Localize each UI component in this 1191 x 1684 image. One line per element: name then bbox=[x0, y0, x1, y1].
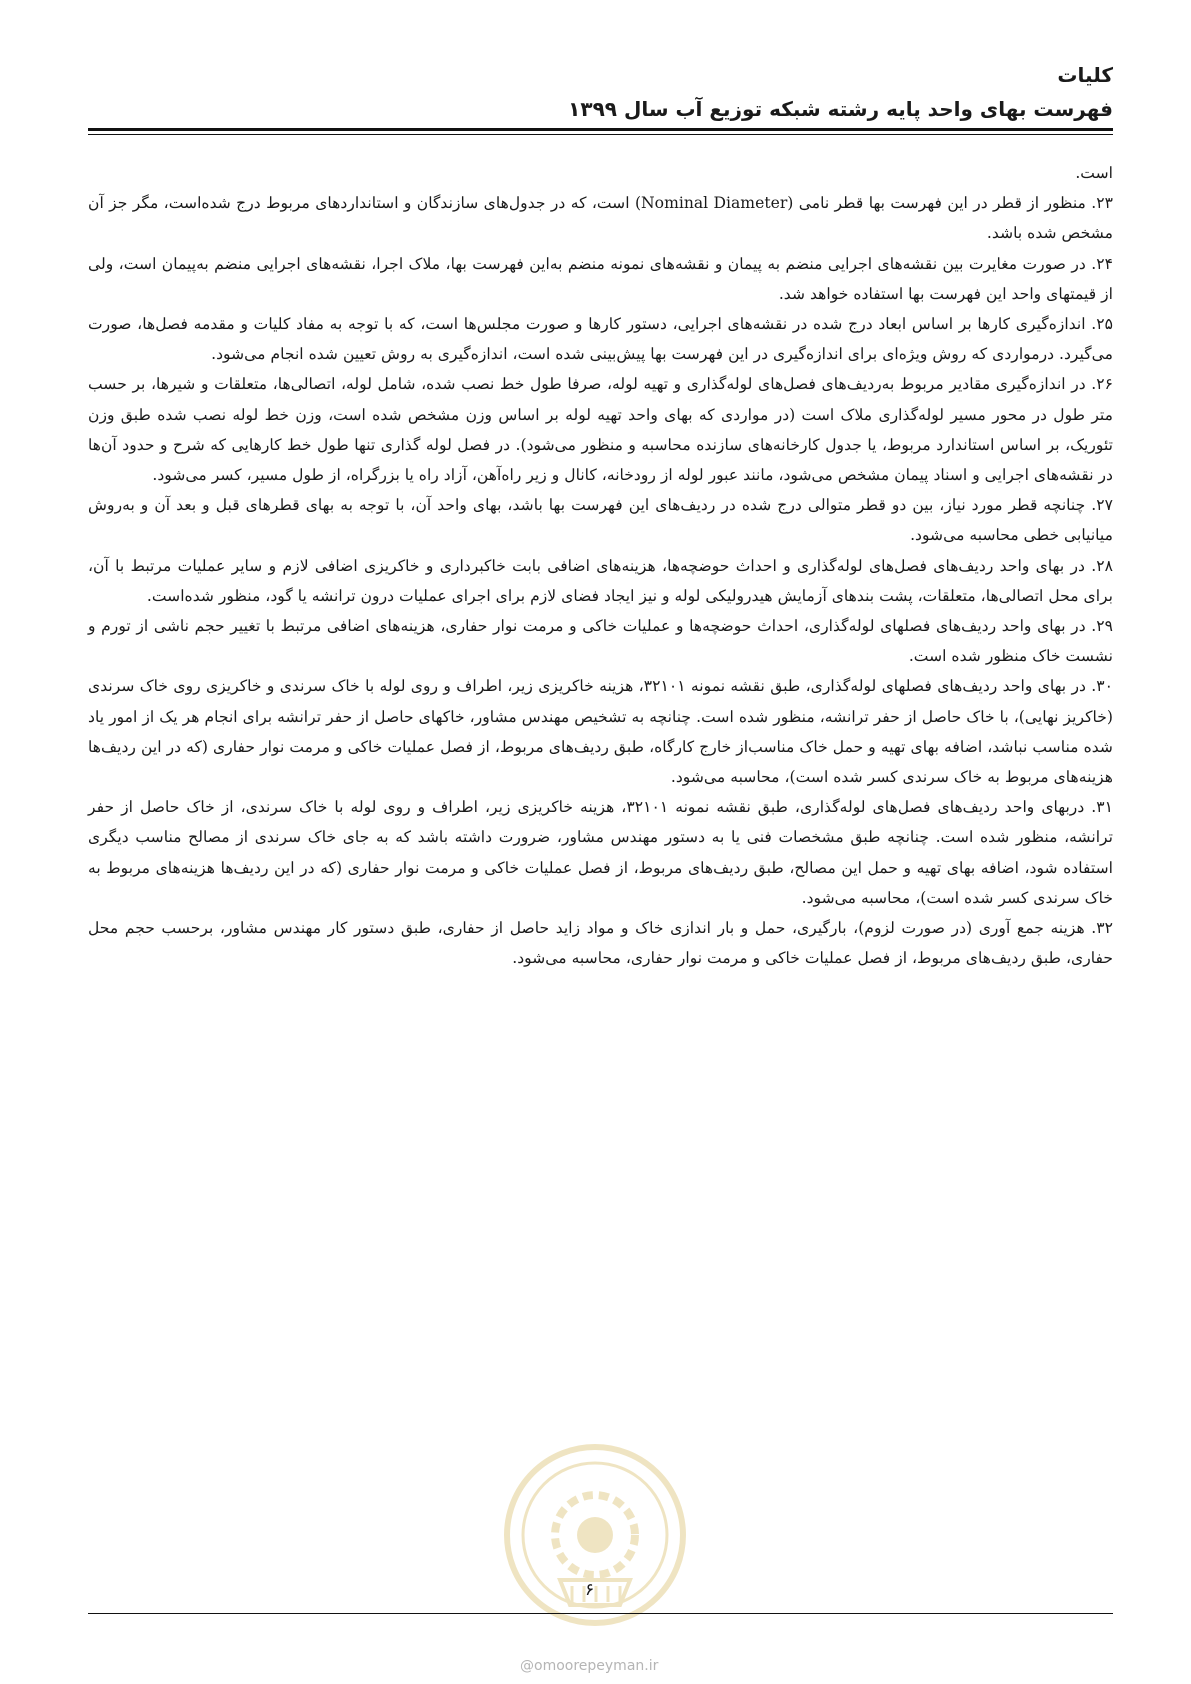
body-text bbox=[88, 158, 1113, 973]
paragraph: ۳۲. هزینه جمع آوری (در صورت لزوم)، بارگیری، حمل و بار اندازی خاک و مواد زاید حاصل از حفاری، طبق دستور کار مهندس مشاور، برحسب حجم محل حفاری، طبق ردیف‌های مربوط، از فصل عملیات خاکی و مرمت نوار حفاری، محاسبه می‌شود. bbox=[88, 919, 1113, 968]
paragraph: ۳۰. در بهای واحد ردیف‌های فصلهای لوله‌گذاری، طبق نقشه نمونه ۳۲۱۰۱، هزینه خاکریزی زیر، اطراف و روی لوله با خاک سرندی و خاکریزی روی خاک سرندی (خاکریز نهایی)، با خاک حاصل از حفر ترانشه، منظور شده است. چنانچه به تشخیص مهندس مشاور، خاکهای حاصل از حفر ترانشه برای انجام هر یک از امور یاد شده مناسب نباشد، اضافه بهای تهیه و حمل خاک مناسب‌از خارج کارگاه، طبق ردیف‌های مربوط، از فصل عملیات خاکی و مرمت نوار حفاری (که در این ردیف‌ها هزینه‌های مربوط به خاک سرندی کسر شده است)، محاسبه می‌شود. bbox=[88, 677, 1113, 787]
document-title: فهرست بهای واحد پایه رشته شبکه توزیع آب سال ۱۳۹۹ bbox=[568, 97, 1113, 121]
paragraph: ۲۶. در اندازه‌گیری مقادیر مربوط به‌ردیف‌های فصل‌های لوله‌گذاری و تهیه لوله، صرفا طول خط نصب شده، شامل لوله، اتصالی‌ها، متعلقات و شیرها، بر حسب متر طول در محور مسیر لوله‌گذاری ملاک است (در مواردی که بهای واحد تهیه لوله بر اساس وزن مشخص شده است، وزن خط لوله نصب شده طبق وزن تئوریک، بر اساس استاندارد مربوط، یا جدول کارخانه‌های سازنده محاسبه و منظور می‌شود). در فصل لوله گذاری تنها طول خط کارهایی که شرح و حدود آن‌ها در نقشه‌های اجرایی و اسناد پیمان مشخص می‌شود، مانند عبور لوله از رودخانه، کانال و زیر راه‌آهن، آزاد راه یا بزرگراه، از طول مسیر، کسر می‌شود. bbox=[88, 375, 1113, 485]
section-title: کلیات bbox=[1057, 63, 1113, 87]
paragraph: ۲۴. در صورت مغایرت بین نقشه‌های اجرایی منضم به پیمان و نقشه‌های نمونه منضم به‌این فهرست بها، ملاک اجرا، نقشه‌های اجرایی منضم به‌پیمان است، ولی از قیمتهای واحد این فهرست بها استفاده خواهد شد. bbox=[88, 254, 1113, 303]
footer-rule bbox=[88, 1613, 1113, 1614]
paragraph: ۳۱. دربهای واحد ردیف‌های فصل‌های لوله‌گذاری، طبق نقشه نمونه ۳۲۱۰۱، هزینه خاکریزی زیر، اطراف و روی لوله با خاک سرندی، از خاک حاصل از حفر ترانشه، منظور شده است. چنانچه طبق مشخصات فنی یا به دستور مهندس مشاور، ضرورت داشته باشد که به جای خاک سرندی از مصالح مناسب دیگری استفاده شود، اضافه بهای تهیه و حمل این مصالح، طبق ردیف‌های مربوط، از فصل عملیات خاکی و مرمت نوار حفاری (که در این ردیف‌ها هزینه‌های مربوط به خاک سرندی کسر شده است)، محاسبه می‌شود. bbox=[88, 798, 1113, 907]
paragraph: ۲۵. اندازه‌گیری کارها بر اساس ابعاد درج شده در نقشه‌های اجرایی، دستور کارها و صورت مجلس‌ها است، که با توجه به مفاد کلیات و مقدمه فصل‌ها، صورت می‌گیرد. درمواردی که روش ویژه‌ای برای اندازه‌گیری در این فهرست بها پیش‌بینی شده است، اندازه‌گیری به روش تعیین شده انجام می‌شود. bbox=[88, 315, 1113, 364]
page-header bbox=[88, 58, 1113, 126]
paragraph: ۲۸. در بهای واحد ردیف‌های فصل‌های لوله‌گذاری و احداث حوضچه‌ها، هزینه‌های اضافی بابت خاکبرداری و خاکریزی اضافی لازم و سایر عملیات مرتبط با آن، برای محل اتصالی‌ها، متعلقات، پشت بندهای آزمایش هیدرولیکی لوله و نیز ایجاد فضای لازم برای اجرای عملیات درون ترانشه یا گود، منظور شده‌است. bbox=[88, 556, 1113, 605]
paragraph: ۲۹. در بهای واحد ردیف‌های فصلهای لوله‌گذاری، احداث حوضچه‌ها و عملیات خاکی و مرمت نوار حفاری، هزینه‌های اضافی مرتبط با تغییر حجم ناشی از تورم و نشست خاک منظور شده است. bbox=[88, 617, 1113, 666]
header-rule-thin bbox=[88, 134, 1113, 135]
header-rule-thick bbox=[88, 128, 1113, 131]
paragraph: است. bbox=[1075, 164, 1113, 182]
watermark-seal-icon bbox=[500, 1440, 690, 1630]
paragraph: ۲۷. چنانچه قطر مورد نیاز، بین دو قطر متوالی درج شده در ردیف‌های این فهرست بها باشد، بهای واحد آن، با توجه به بهای قطرهای قبل و بعد آن و به‌روش میانیابی خطی محاسبه می‌شود. bbox=[88, 496, 1113, 545]
watermark-text: @omoorepeyman.ir bbox=[520, 1658, 659, 1674]
page-number: ۶ bbox=[585, 1580, 595, 1600]
paragraph: ۲۳. منظور از قطر در این فهرست بها قطر نامی (Nominal Diameter) است، که در جدول‌های سازندگان و استانداردهای مربوط درج شده‌است، مگر جز آن مشخص شده باشد. bbox=[88, 194, 1113, 243]
